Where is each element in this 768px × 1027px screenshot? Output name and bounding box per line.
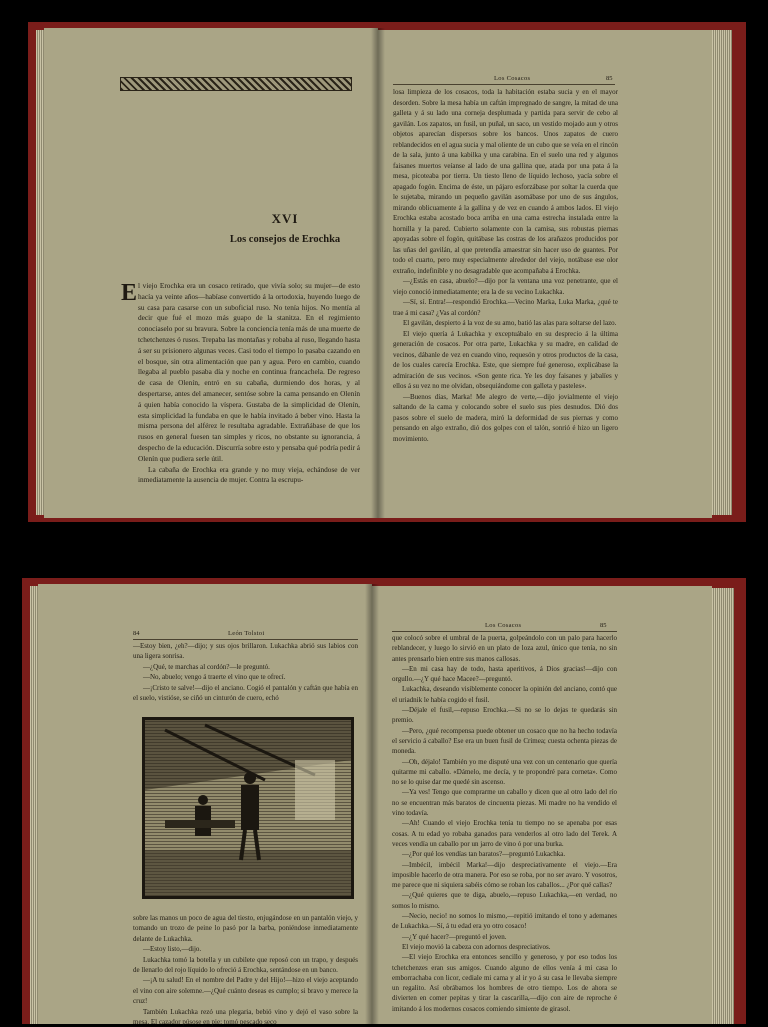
right-page-text	[392, 633, 617, 1014]
left-page-text-top	[133, 641, 358, 703]
paragraph: sobre las manos un poco de agua del tiesto, enjugándose en un pantalón viejo, y tomando un trozo de peine lo pasó por la barba, poniéndose inmediatamente delante de Lukachka.	[133, 914, 358, 943]
right-page-text	[393, 87, 618, 444]
paragraph: El viejo movió la cabeza con adornos despreciativos.	[402, 942, 551, 951]
drop-cap: E	[121, 280, 138, 306]
book-gutter	[371, 28, 385, 518]
book-gutter	[365, 584, 379, 1024]
chapter-title: Los consejos de Erochka	[229, 234, 341, 245]
page-number: 84	[133, 630, 140, 637]
header-rule	[133, 639, 358, 640]
paragraph: —¿Estás en casa, abuelo?—dijo por la ventana una voz penetrante, que el viejo conoció inmediatamente; era la de su vecino Lukachka.	[393, 277, 618, 296]
paragraph: —El viejo Erochka era entonces sencillo y generoso, y por eso todos los tchetchenzes eran sus amigos. Cuando alguno de ellos venía á mi casa lo emborrachaba con licor, cediale mi cama y al ir yo á su casa le llevaba siempre un regalito. Así obrábamos los hombres de otro tiempo. Los de ahora se divierten en comer pepitas y tirar la cascarilla,—dijo con aire de reproche é imitando á los modernos cosacos comiendo simiente de girasol.	[392, 953, 617, 1013]
paragraph: También Lukachka rezó una plegaria, bebió vino y dejó el vaso sobre la mesa. El cazador púsose en pie; tomó pescado seco	[133, 1007, 358, 1027]
right-page-edges	[710, 588, 734, 1024]
paragraph: —Imbécil, imbécil Marka!—dijo despreciativamente el viejo.—Era imposible hacerlo de otra manera. Por eso se roba, por no ser avaro. Y vosotros, me parece que ni siquiera sabéis cómo se roban los caballos... ¿Por qué callas?	[392, 860, 617, 890]
paragraph: —Sí, sí. Entra!—respondió Erochka.—Vecino Marka, Luka Marka, ¿qué te trae á mi casa? ¿Vas al cordón?	[393, 298, 618, 317]
engraving-drawing	[145, 720, 351, 896]
paragraph: l viejo Erochka era un cosaco retirado, que vivía solo; su mujer—de esto hacía ya veinte años—habíase convertido á la ortodoxia, huyendo luego de su casa para casarse con un suboficial ruso. No tenía hijos. No mentía al decir que fué el mozo más guapo de la stanitza. En el regimiento conociaselo por su bravura. Sobre la conciencia tenía más de una muerte de tchetchenzes ó rusos. Trepaba las montañas y robaba al ruso, llegando hasta á ser su prisionero algunas veces. Casi todo el tiempo lo pasaba cazando en el bosque, sin otra alimentación que pan y agua. Pero en cambio, cuando llegaba al pueblo pasaba día y noche en continua francachela. De regreso de casa de Olenín, entró en su cabaña, durmiendo dos horas, y al despertarse, antes del amanecer, sentóse sobre la cama pensando en Olenín á quien había conocido la víspera. Gustaba de la simplicidad de Olenín, esta simplicidad la fundaba en que le había invitado á beber vino. Hasta la misma persona del alférez le resultaba agradable. Extrañábase de que los rusos en general fuesen tan simples y ricos, no obstante su ignorancia, á despecho de la educación. Discurría sobre esto y pensaba qué podría pedir á Olenín que pudiera serle útil.	[138, 281, 360, 463]
paragraph: El viejo quería á Lukachka y exceptuábalo en su desprecio á la última generación de cosacos. Por otra parte, Lukachka y su madre, en calidad de vecinos, dábanle de vez en cuando vino, requesón y otros productos de la casa, de los cuales carecía Erochka. Este, que siempre fué generoso, explicábase la admiración de sus vecinos. «Son gente rica. Ye les doy faisanes y jabalíes y ellos á su vez no me olvidan, obsequiándome con galleta y pasteles».	[393, 329, 618, 390]
engraving-illustration	[142, 717, 354, 899]
paragraph: —Ya ves! Tengo que comprarme un caballo y dicen que al otro lado del río no se encuentran más baratos de cincuenta piezas. Mi madre no ha vendido el vino todavía.	[392, 788, 617, 818]
paragraph: —Buenos días, Marka! Me alegro de verte,—dijo jovialmente el viejo saltando de la cama y colocando sobre el suelo sus pies desnudos. Dió dos pasos sobre el suelo de madera, miró la deformidad de sus piernas y como pensando en algo extraño, dió dos golpes con el talón, sonrió é hizo un ligero movimiento.	[393, 392, 618, 443]
page-number: 85	[606, 75, 613, 82]
left-page-text-bottom	[133, 913, 358, 1027]
paragraph: —En mi casa hay de todo, hasta aperitivos, á Dios gracias!—dijo con orgullo.—¿Y qué hace Macee?—preguntó.	[392, 664, 617, 684]
left-page-text	[138, 281, 360, 486]
paragraph: Lukachka tomó la botella y un cubilete que reposó con un trapo, y después de llenarlo del rojo líquido lo ofreció á Erochka, sentándose en un banco.	[133, 955, 358, 975]
chapter-number: XVI	[271, 211, 299, 226]
paragraph: —¿Y qué hacer?—preguntó el joven.	[402, 932, 507, 941]
paragraph: —Déjale el fusil,—repuso Erochka.—Si no se lo dejas te quedarás sin premio.	[392, 706, 617, 725]
right-page-edges	[710, 30, 732, 515]
paragraph: —¿Qué, te marchas al cordón?—le preguntó.	[143, 662, 270, 671]
chapter-ornament	[120, 77, 352, 91]
paragraph: La cabaña de Erochka era grande y no muy vieja, echándose de ver inmediatamente la ausencia de mujer. Contra la escrupu-	[138, 464, 360, 485]
bottom-book-spread	[0, 574, 768, 1024]
paragraph: —¡Cristo te salve!—dijo el anciano. Cogió el pantalón y caftán que había en el suelo, vistióse, se ciñó un cinturón de cuero, echó	[133, 683, 358, 703]
running-head: León Tolstoi	[228, 630, 265, 637]
paragraph: —Estoy listo,—dijo.	[143, 945, 202, 954]
paragraph: que colocó sobre el umbral de la puerta, golpeándolo con un palo para hacerlo reblandecer, y luego lo sirvió en un plato de loza azul, único que tenía, no sin antes prensarlo bien entre sus manos callosas.	[392, 634, 617, 663]
paragraph: El gavilán, despierto á la voz de su amo, batió las alas para soltarse del lazo.	[403, 319, 617, 327]
paragraph: —Necio, necio! no somos lo mismo,—repitió imitando el tono y ademanes de Lukachka.—Sí, á tu edad era yo otro cosaco!	[392, 912, 617, 931]
paragraph: —No, abuelo; vengo á traerte el vino que te ofrecí.	[143, 673, 286, 682]
paragraph: Lukachka, deseando visiblemente conocer la opinión del anciano, contó que el uriadnik le había cogido el fusil.	[392, 685, 617, 704]
paragraph: —¿Qué quieres que te diga, abuelo,—repuso Lukachka,—en verdad, no somos lo mismo.	[392, 891, 617, 910]
paragraph: —¿Por qué los vendías tan baratos?—preguntó Lukachka.	[402, 850, 566, 859]
running-head: Los Cosacos	[485, 622, 522, 629]
header-rule	[392, 631, 617, 632]
paragraph: —Estoy bien, ¿eh?—dijo; y sus ojos brillaron. Lukachka abrió sus labios con una ligera sonrisa.	[133, 642, 358, 661]
page-number: 85	[600, 622, 607, 629]
running-head: Los Cosacos	[494, 75, 531, 82]
paragraph: losa limpieza de los cosacos, toda la habitación estaba sucia y en el mayor desorden. Sobre la mesa había un caftán impregnado de sangre, la mitad de una galleta y á su lado una corneja desplumada y partida para servir de cebo al gavilán. Los zapatos, un fusil, un puñal, un saco, un vestido mojado aun y otros objetos aparecían dispersos sobre los bancos. Unos zapatos de cuero reblandecidos en el agua sucia y mal oliente de un cubo que se veía en el rincón de la sala, junto á una kabilka y una carabina. En el suelo una red y algunos faisanes muertos veíanse al lado de una gallina que, atada por una pata á la mesa, picoteaba por tierra. Un tiesto lleno de líquido lechoso, yacía sobre el apagado fogón. Encima de éste, un pájaro esforzábase por soltar la cuerda que le sujetaba, mirando un pequeño gavilán asomábase por uno de sus ángulos, mirando oblicuamente á la gallina y de vez en cuando á ambos lados. El viejo Erochka estaba acostado boca arriba en una cama estrecha instalada entre la hornilla y la pared. Cubierto solamente con la camisa, sus robustas piernas apoyadas sobre el fogón, quitábase las costras de los arañazos producidos por las uñas del gavilán, al que pretendía amaestrar sin hacer uso de guantes. Por todo el cuarto, pero muy especialmente alrededor del viejo, notábase ese olor extraño, indefinible y no desagradable que acompañaba á Erochka.	[393, 88, 618, 275]
paragraph: —¡A tu salud! En el nombre del Padre y del Hijo!—hizo el viejo aceptando el vino con aire solemne.—¿Qué cuánto deseas es cumplo; si bravo y merece la cruz!	[133, 976, 358, 1006]
paragraph: —Pero, ¿qué recompensa puede obtener un cosaco que no ha hecho todavía el servicio á caballo? Ese era un buen fusil de Crimea; cuesta ochenta piezas de moneda.	[392, 726, 617, 756]
paragraph: —Ah! Cuando el viejo Erochka tenía tu tiempo no se apenaba por esas cosas. A tu edad yo robaba ganados para venderlos al otro lado del Terek. A veces vendía un caballo por un jarro de vino ó por una burka.	[392, 819, 617, 848]
paragraph: —Oh, déjalo! También yo me disputé una vez con un centenario que quería quitarme mi caballo. «Dámelo, me decía, y te propondré para corneta». Como no se lo quise dar me quedé sin ascenso.	[392, 757, 617, 787]
header-rule	[393, 84, 615, 85]
